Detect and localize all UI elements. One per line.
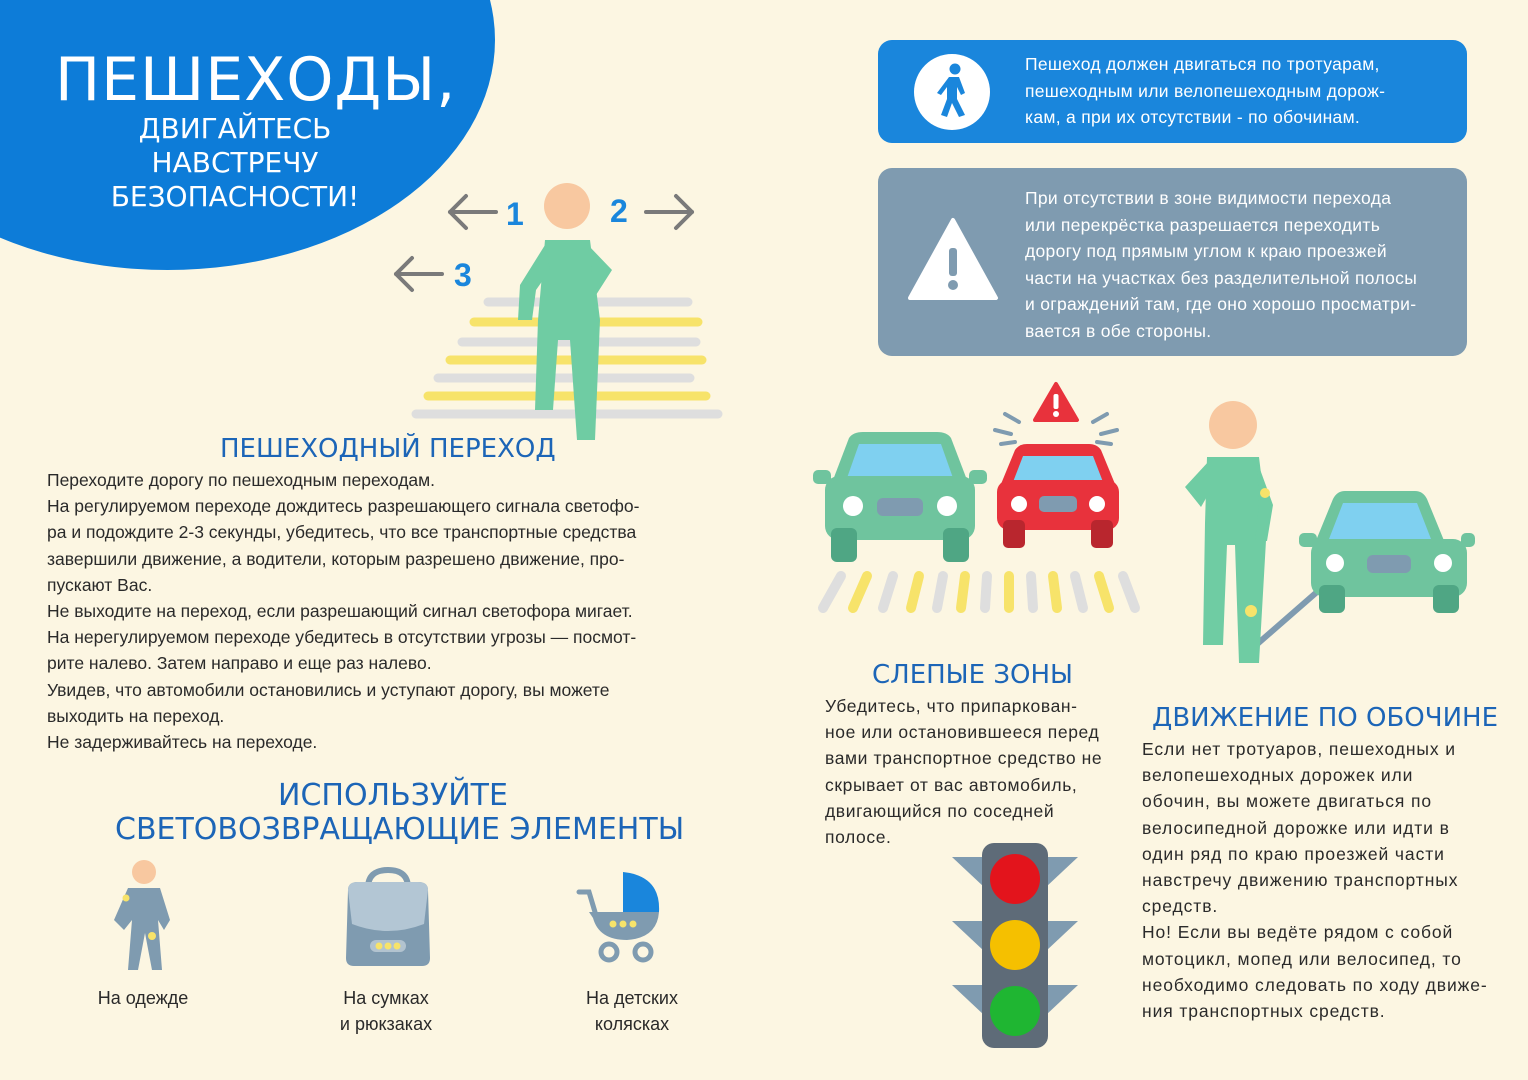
reflective-heading-line-1: ИСПОЛЬЗУЙТЕ	[278, 778, 508, 813]
info-line: или перекрёстка разрешается переходить	[1025, 214, 1381, 235]
sidewalk-info-text	[1025, 51, 1465, 131]
roadside-line: навстречу движению транспортных	[1142, 870, 1459, 891]
crossing-line: Увидев, что автомобили остановились и уступают дорогу, вы можете	[47, 679, 610, 700]
info-line: части на участках без разделительной полосы	[1025, 267, 1418, 288]
info-line: пешеходным или велопешеходным дорож-	[1025, 80, 1386, 101]
caption-line: и рюкзаках	[339, 1014, 433, 1034]
crossing-line: Не задерживайтесь на переходе.	[47, 732, 318, 753]
step-label-2: 2	[610, 193, 628, 229]
roadside-line: необходимо следовать по ходу движе-	[1142, 974, 1488, 995]
step-label-1: 1	[506, 196, 524, 232]
roadside-line: ния транспортных средств.	[1142, 1001, 1386, 1022]
crossing-line: завершили движение, а водители, которым разрешено движение, про-	[47, 548, 625, 569]
bag-icon	[338, 866, 438, 970]
info-line: дорогу под прямым углом к краю проезжей	[1025, 241, 1387, 261]
crosswalk-illustration	[380, 170, 740, 460]
blind-zones-line: полосе.	[825, 827, 892, 848]
crossing-line: Переходите дорогу по пешеходным переходам.	[47, 470, 436, 490]
bag-caption	[316, 985, 456, 1037]
alert-icon	[995, 384, 1117, 444]
step-label-3: 3	[454, 257, 472, 293]
caption-line: колясках	[594, 1014, 670, 1034]
roadside-line: велопешеходных дорожек или	[1142, 765, 1414, 786]
blind-zones-line: вами транспортное средство не	[825, 748, 1103, 769]
roadside-heading: ДВИЖЕНИЕ ПО ОБОЧИНЕ	[1152, 703, 1499, 733]
hero-subtitle	[95, 112, 375, 214]
info-line: и ограждений там, где оно хорошо просматри-	[1025, 294, 1417, 314]
arrow-left-3-icon	[396, 258, 442, 290]
traffic-light-icon	[950, 843, 1080, 1048]
info-line: вается в обе стороны.	[1025, 320, 1212, 341]
hero-subtitle-line-2: НАВСТРЕЧУ	[151, 146, 319, 179]
crossing-rule-info-box	[878, 168, 1467, 356]
crossing-line: На нерегулируемом переходе убедитесь в отсутствии угрозы — посмот-	[47, 627, 637, 648]
green-car-icon	[1299, 491, 1475, 613]
reflective-heading-line-2: СВЕТОВОЗВРАЩАЮЩИЕ ЭЛЕМЕНТЫ	[115, 812, 685, 847]
caption-line: На детских	[586, 988, 678, 1008]
roadside-line: мотоцикл, мопед или велосипед, то	[1142, 948, 1462, 969]
blind-zones-line: Убедитесь, что припаркован-	[825, 696, 1078, 716]
info-line: При отсутствии в зоне видимости перехода	[1025, 188, 1392, 208]
hero-subtitle-line-3: БЕЗОПАСНОСТИ!	[110, 180, 360, 213]
hero-subtitle-line-1: ДВИГАЙТЕСЬ	[138, 112, 332, 145]
info-line: кам, а при их отсутствии - по обочинам.	[1025, 107, 1361, 127]
roadside-line: один ряд по краю проезжей части	[1142, 843, 1445, 864]
arrow-right-2-icon	[646, 196, 692, 228]
info-line: Пешеход должен двигаться по тротуарам,	[1025, 54, 1380, 74]
red-car-icon	[997, 444, 1119, 548]
blind-zone-illustration	[805, 380, 1145, 620]
stroller-icon	[575, 866, 665, 966]
blind-zones-line: ное или остановившееся перед	[825, 722, 1100, 743]
stroller-caption	[562, 985, 702, 1037]
pedestrian-figure-icon	[518, 183, 612, 440]
blind-zones-line: двигающийся по соседней	[825, 800, 1055, 821]
clothing-icon	[100, 858, 190, 978]
crossing-rule-info-text	[1025, 185, 1465, 344]
crossing-heading: ПЕШЕХОДНЫЙ ПЕРЕХОД	[220, 434, 556, 464]
caption-line: На одежде	[97, 988, 189, 1008]
roadside-line: средств.	[1142, 896, 1219, 917]
crossing-line: ра и подождите 2-3 секунды, убедитесь, что все транспортные средства	[47, 522, 637, 543]
pedestrian-figure-icon	[1185, 401, 1273, 663]
crossing-line: На регулируемом переходе дождитесь разрешающего сигнала светофо-	[47, 496, 640, 517]
blind-zones-heading: СЛЕПЫЕ ЗОНЫ	[872, 660, 1073, 690]
roadside-illustration	[1175, 395, 1475, 670]
roadside-line: Но! Если вы ведёте рядом с собой	[1142, 922, 1454, 943]
blind-zones-text	[825, 693, 1125, 850]
crosswalk-stripes-icon	[823, 576, 1135, 608]
roadside-line: обочин, вы можете двигаться по	[1142, 791, 1433, 812]
warning-triangle-icon	[906, 216, 1000, 302]
crossing-text	[47, 467, 737, 755]
pedestrian-icon	[913, 53, 991, 131]
crossing-line: рите налево. Затем направо и еще раз налево.	[47, 653, 432, 674]
roadside-line: велосипедной дорожке или идти в	[1142, 817, 1450, 838]
arrow-left-1-icon	[450, 196, 496, 228]
sidewalk-info-box	[878, 40, 1467, 143]
crossing-line: пускают Вас.	[47, 574, 153, 595]
roadside-text	[1142, 736, 1512, 1024]
roadside-line: Если нет тротуаров, пешеходных и	[1142, 739, 1456, 759]
hero-title: ПЕШЕХОДЫ,	[55, 45, 457, 115]
clothing-caption	[83, 985, 203, 1011]
caption-line: На сумках	[343, 988, 429, 1008]
crossing-line: Не выходите на переход, если разрешающий сигнал светофора мигает.	[47, 601, 633, 622]
green-car-icon	[813, 432, 987, 562]
blind-zones-line: скрывает от вас автомобиль,	[825, 774, 1078, 795]
crossing-line: выходить на переход.	[47, 705, 225, 726]
